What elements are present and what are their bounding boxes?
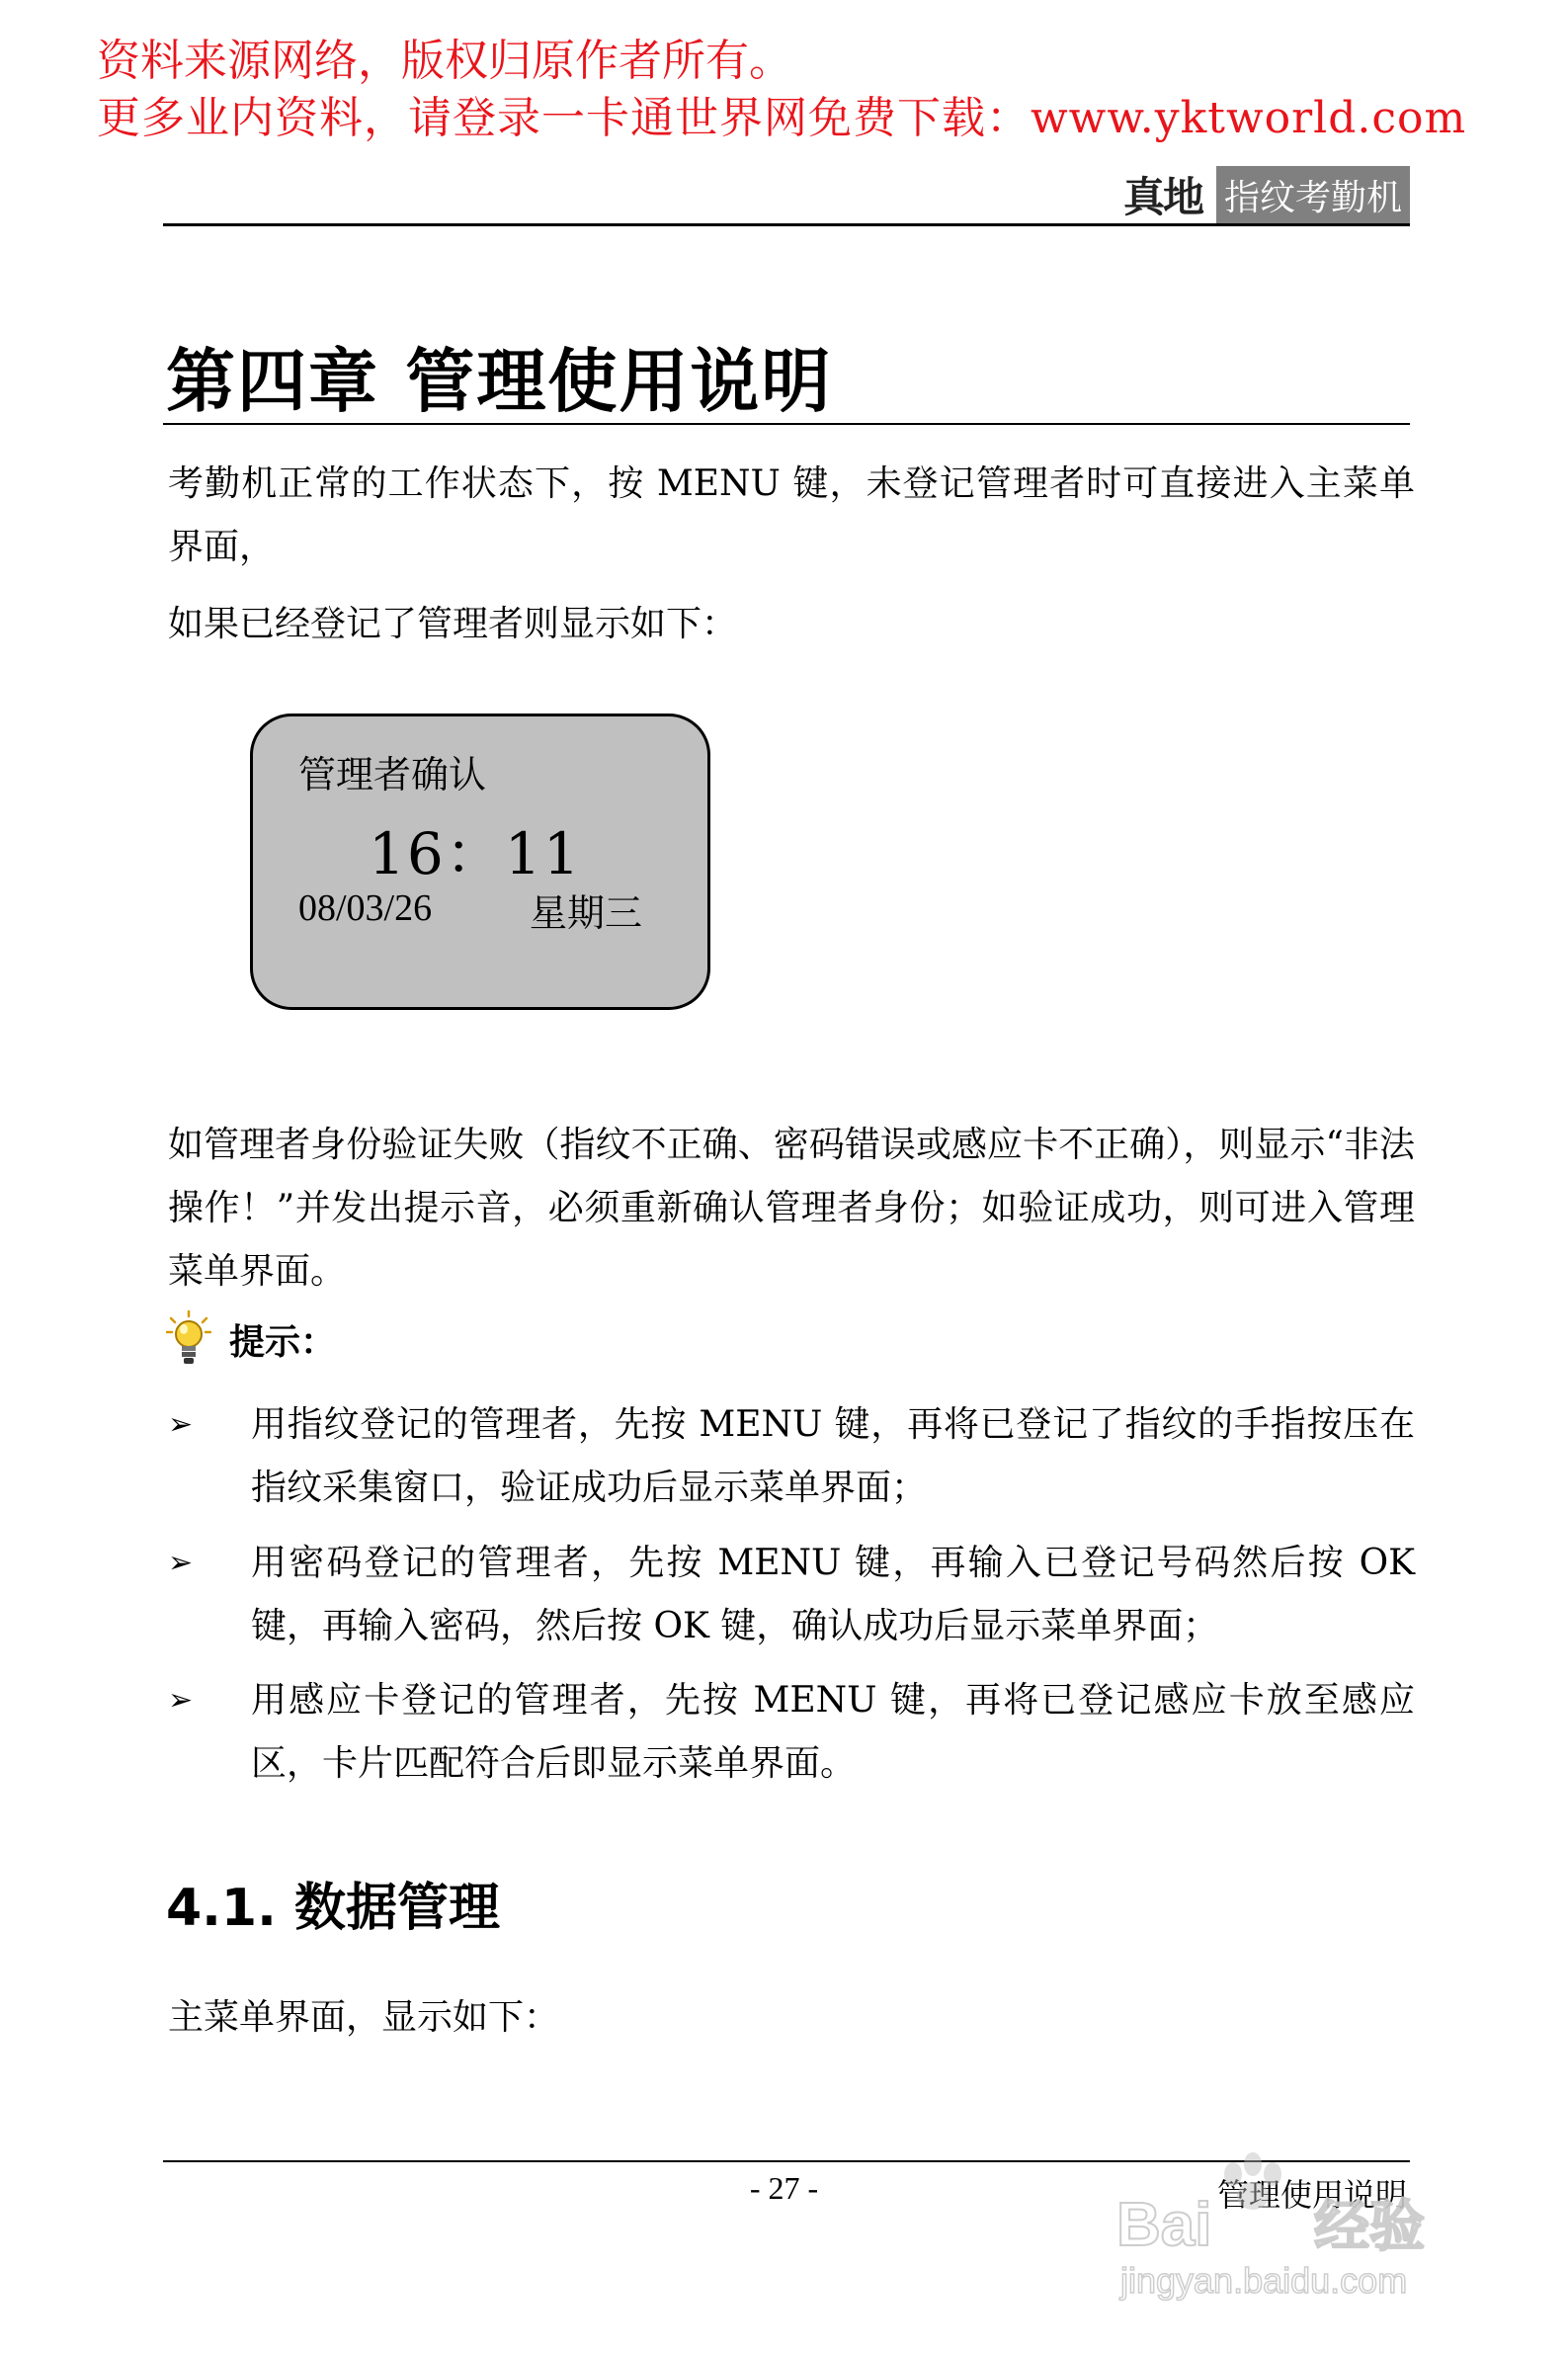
bullet-arrow-icon: ➢ bbox=[168, 1683, 194, 1718]
lcd-date: 08/03/26 bbox=[298, 887, 433, 929]
chapter-rule bbox=[163, 423, 1410, 425]
bullet-arrow-icon: ➢ bbox=[168, 1407, 194, 1442]
main-menu-paragraph: 主菜单界面，显示如下： bbox=[168, 1997, 560, 2038]
tip-item-fingerprint bbox=[168, 1393, 1415, 1520]
tip-item-card bbox=[168, 1669, 1415, 1796]
watermark-line-1: 资料来源网络，版权归原作者所有。 bbox=[97, 36, 792, 86]
tip-item-password bbox=[168, 1532, 1415, 1658]
intro-paragraph: 考勤机正常的工作状态下，按 MENU 键，未登记管理者时可直接进入主菜单界面， bbox=[168, 463, 1415, 567]
chapter-title: 第四章 管理使用说明 bbox=[166, 341, 833, 422]
bullet-arrow-icon: ➢ bbox=[168, 1546, 194, 1580]
lightbulb-icon bbox=[166, 1310, 211, 1368]
verification-paragraph: 如管理者身份验证失败（指纹不正确、密码错误或感应卡不正确），则显示“非法操作！”并发出提示音，必须重新确认管理者身份；如验证成功，则可进入管理菜单界面。 bbox=[168, 1125, 1415, 1292]
baidu-wordmark: Bai bbox=[1116, 2191, 1212, 2259]
watermark-line-2: 更多业内资料，请登录一卡通世界网免费下载：www.yktworld.com bbox=[97, 93, 1467, 143]
running-header bbox=[1123, 168, 1410, 221]
section-title: 4.1. 数据管理 bbox=[166, 1879, 500, 1938]
lcd-screen-illustration bbox=[250, 714, 710, 1010]
page-number: - 27 - bbox=[749, 2170, 819, 2206]
baidu-url: jingyan.baidu.com bbox=[1120, 2260, 1408, 2301]
baidu-jingyan-watermark bbox=[1116, 2135, 1472, 2303]
brand-logo: 真地 bbox=[1122, 173, 1202, 221]
product-name: 指纹考勤机 bbox=[1216, 166, 1410, 224]
footer-section-name: 管理使用说明 bbox=[1216, 2176, 1407, 2214]
tip-item-text: 用指纹登记的管理者，先按 MENU 键，再将已登记了指纹的手指按压在指纹采集窗口，验证成功后显示菜单界面； bbox=[251, 1404, 1415, 1508]
lcd-time: 16：11 bbox=[369, 820, 582, 887]
tip-item-text: 用密码登记的管理者，先按 MENU 键，再输入已登记号码然后按 OK 键，再输入密码，然后按 OK 键，确认成功后显示菜单界面； bbox=[251, 1543, 1415, 1646]
tip-heading bbox=[166, 1310, 336, 1368]
intro-paragraph-2: 如果已经登记了管理者则显示如下： bbox=[168, 604, 738, 644]
tip-label: 提示： bbox=[229, 1321, 337, 1363]
lcd-weekday: 星期三 bbox=[530, 891, 643, 935]
tip-item-text: 用感应卡登记的管理者，先按 MENU 键，再将已登记感应卡放至感应区，卡片匹配符合后即显示菜单界面。 bbox=[251, 1680, 1415, 1784]
lcd-title: 管理者确认 bbox=[298, 753, 487, 797]
header-rule bbox=[163, 223, 1410, 226]
baidu-jingyan-text: 经验 bbox=[1314, 2195, 1425, 2259]
